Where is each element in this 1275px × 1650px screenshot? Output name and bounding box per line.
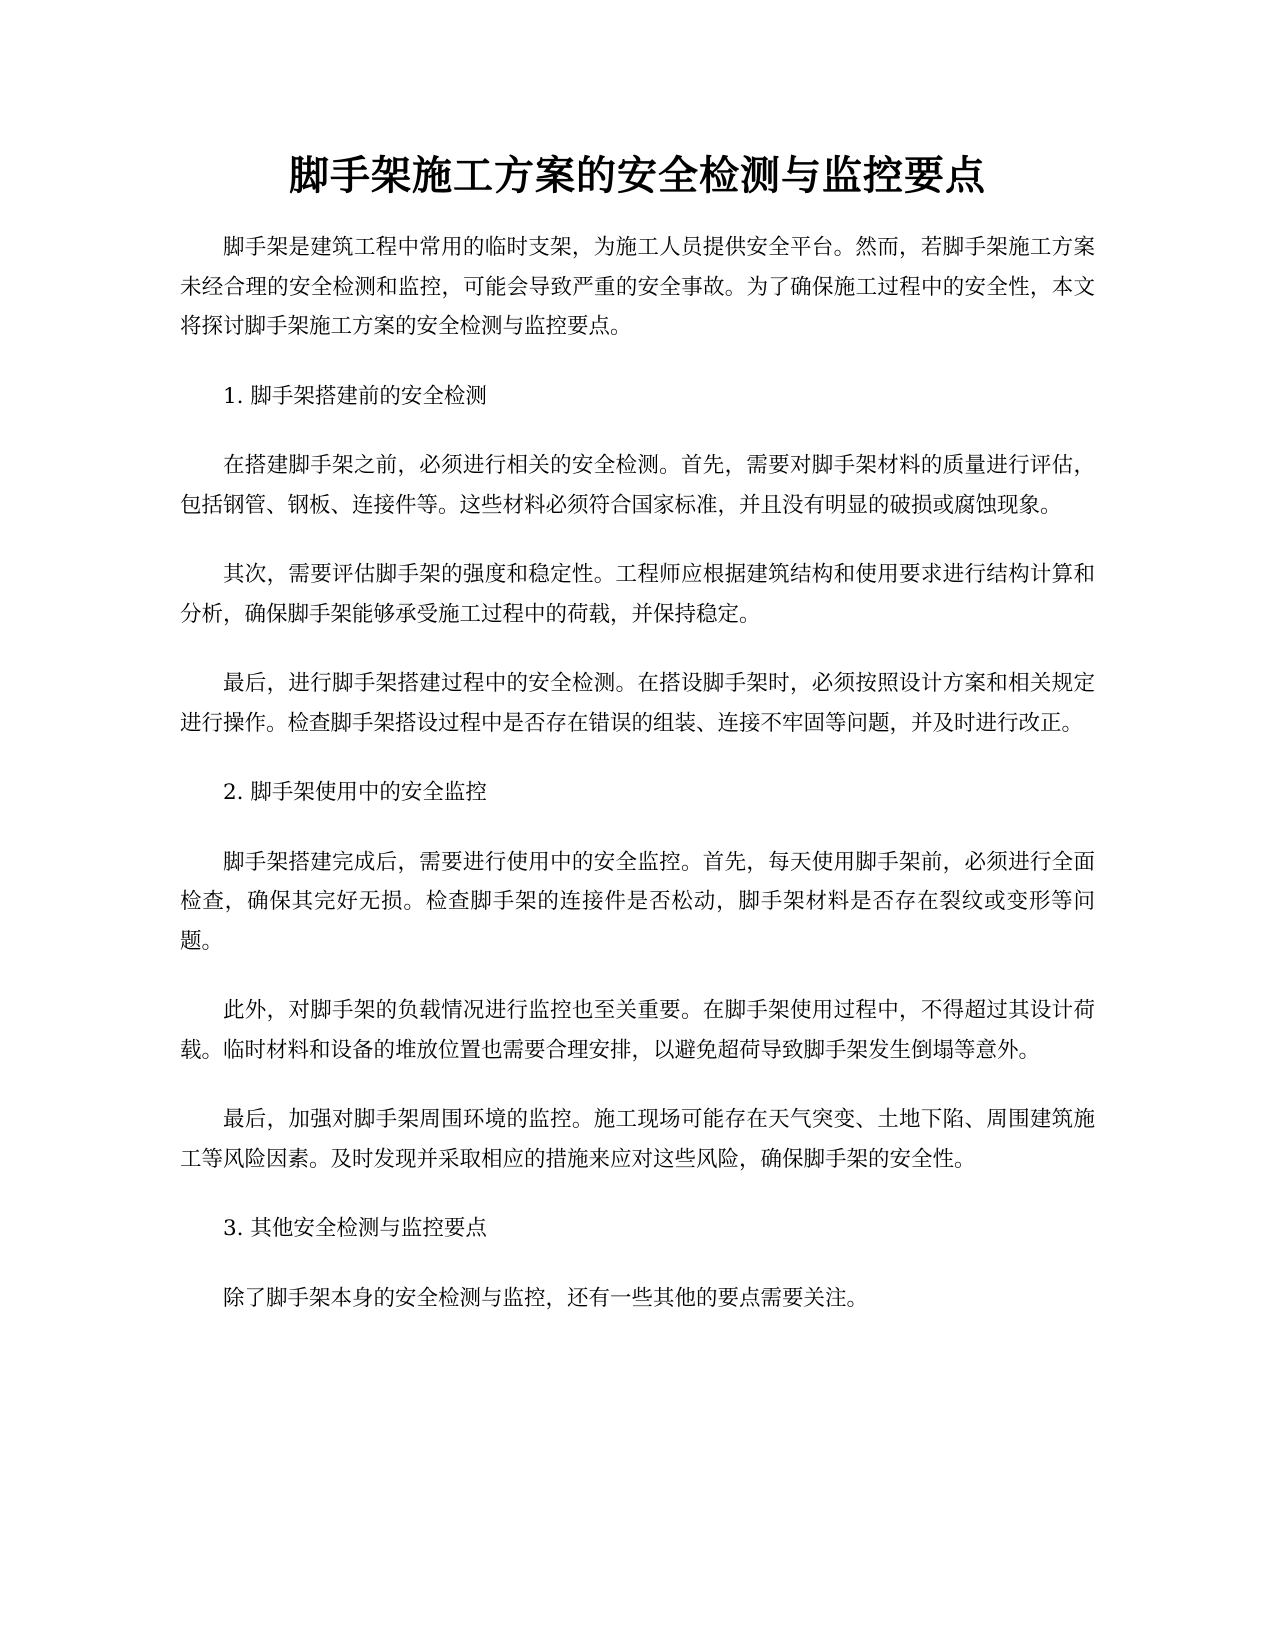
- section-heading-2: 2. 脚手架使用中的安全监控: [223, 780, 487, 805]
- paragraph: 其次，需要评估脚手架的强度和稳定性。工程师应根据建筑结构和使用要求进行结构计算和分析，确保脚手架能够承受施工过程中的荷载，并保持稳定。: [180, 562, 1095, 627]
- paragraph: 脚手架搭建完成后，需要进行使用中的安全监控。首先，每天使用脚手架前，必须进行全面检查，确保其完好无损。检查脚手架的连接件是否松动，脚手架材料是否存在裂纹或变形等问题。: [180, 849, 1095, 954]
- intro-paragraph: 脚手架是建筑工程中常用的临时支架，为施工人员提供安全平台。然而，若脚手架施工方案未经合理的安全检测和监控，可能会导致严重的安全事故。为了确保施工过程中的安全性，本文将探讨脚手架施工方案的安全检测与监控要点。: [180, 235, 1095, 339]
- paragraph: 在搭建脚手架之前，必须进行相关的安全检测。首先，需要对脚手架材料的质量进行评估，包括钢管、钢板、连接件等。这些材料必须符合国家标准，并且没有明显的破损或腐蚀现象。: [180, 453, 1095, 518]
- paragraph: 除了脚手架本身的安全检测与监控，还有一些其他的要点需要关注。: [223, 1285, 869, 1311]
- document-body: [180, 228, 1095, 1348]
- paragraph: 最后，进行脚手架搭建过程中的安全检测。在搭设脚手架时，必须按照设计方案和相关规定进行操作。检查脚手架搭设过程中是否存在错误的组装、连接不牢固等问题，并及时进行改正。: [180, 671, 1095, 736]
- paragraph: 此外，对脚手架的负载情况进行监控也至关重要。在脚手架使用过程中，不得超过其设计荷载。临时材料和设备的堆放位置也需要合理安排，以避免超荷导致脚手架发生倒塌等意外。: [180, 998, 1095, 1063]
- section-heading-3: 3. 其他安全检测与监控要点: [223, 1216, 487, 1241]
- section-heading-1: 1. 脚手架搭建前的安全检测: [223, 383, 487, 409]
- page-title: 脚手架施工方案的安全检测与监控要点: [289, 153, 986, 199]
- paragraph: 最后，加强对脚手架周围环境的监控。施工现场可能存在天气突变、土地下陷、周围建筑施工等风险因素。及时发现并采取相应的措施来应对这些风险，确保脚手架的安全性。: [180, 1107, 1095, 1172]
